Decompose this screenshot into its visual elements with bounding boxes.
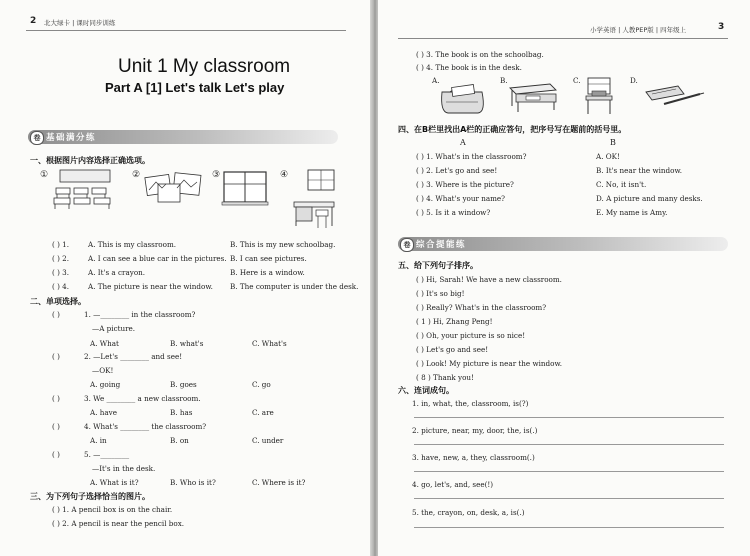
s1-q3-option-a: A. It's a crayon. <box>88 268 146 277</box>
s1-q4-number: ( ) 4. <box>52 282 70 291</box>
col-a-header: A <box>460 138 466 147</box>
s6-item-5: 5. the, crayon, on, desk, a, is(.) <box>412 508 525 517</box>
book-icon: 卷 <box>30 131 44 145</box>
s2-q1-reply: —A picture. <box>92 324 136 333</box>
pic-label-4: ④ <box>280 170 289 180</box>
s6-item-4: 4. go, let's, and, see(!) <box>412 480 494 489</box>
section-banner-basic <box>28 130 338 144</box>
s1-q4-option-a: A. The picture is near the window. <box>88 282 213 291</box>
s1-q3-option-b: B. Here is a window. <box>230 268 305 277</box>
window-illustration <box>222 170 270 206</box>
col-b-header: B <box>610 138 616 147</box>
s1-q1-option-a: A. This is my classroom. <box>88 240 177 249</box>
s2-q3-paren: ( ) <box>52 394 60 403</box>
s2-q4-stem: 4. What's ________ the classroom? <box>84 422 207 431</box>
book-on-schoolbag-illustration <box>436 80 488 116</box>
s3-item-2: ( ) 2. A pencil is near the pencil box. <box>52 519 185 528</box>
book-in-desk-illustration <box>506 78 558 114</box>
pic-label-3: ③ <box>212 170 221 180</box>
s2-q4-paren: ( ) <box>52 422 60 431</box>
s1-q2-number: ( ) 2. <box>52 254 70 263</box>
s5-item-3: ( ) Really? What's in the classroom? <box>416 303 547 312</box>
s2-q5-opt-c: C. Where is it? <box>252 478 306 487</box>
s2-q1-opt-c: C. What's <box>252 339 287 348</box>
s5-item-5: ( ) Oh, your picture is so nice! <box>416 331 526 340</box>
section3-title: 三、为下列句子选择恰当的图片。 <box>30 492 150 501</box>
s5-item-4: ( 1 ) Hi, Zhang Peng! <box>416 317 493 326</box>
s2-q5-opt-a: A. What is it? <box>90 478 139 487</box>
part-title: Part A [1] Let's talk Let's play <box>105 80 285 95</box>
unit-title: Unit 1 My classroom <box>118 56 291 77</box>
s2-q2-reply: —OK! <box>92 366 114 375</box>
s2-q5-stem: 5. —________ <box>84 450 130 459</box>
pencil-box-on-chair-illustration <box>582 76 618 116</box>
s6-item-3: 3. have, new, a, they, classroom(.) <box>412 453 535 462</box>
s2-q2-opt-c: C. go <box>252 380 271 389</box>
right-page-number: 3 <box>718 22 725 32</box>
s4-a-item-5: ( ) 5. Is it a window? <box>416 208 491 217</box>
right-running-header: 小学英语 | 人教PEP版 | 四年级上 <box>590 26 687 34</box>
left-page <box>0 0 372 556</box>
s4-b-item-c: C. No, it isn't. <box>596 180 647 189</box>
pictures-illustration <box>144 170 204 206</box>
s4-b-item-b: B. It's near the window. <box>596 166 683 175</box>
right-page <box>378 0 750 556</box>
s5-item-6: ( ) Let's go and see! <box>416 345 489 354</box>
s5-item-2: ( ) It's so big! <box>416 289 465 298</box>
s2-q5-opt-b: B. Who is it? <box>170 478 216 487</box>
s2-q2-stem: 2. —Let's ________ and see! <box>84 352 183 361</box>
s4-b-item-d: D. A picture and many desks. <box>596 194 703 203</box>
section-banner-comprehensive <box>398 237 728 251</box>
s2-q2-opt-b: B. goes <box>170 380 197 389</box>
s4-a-item-3: ( ) 3. Where is the picture? <box>416 180 514 189</box>
s5-item-8: ( 8 ) Thank you! <box>416 373 474 382</box>
section6-title: 六、连词成句。 <box>398 386 454 395</box>
s1-q3-number: ( ) 3. <box>52 268 70 277</box>
s2-q5-reply: —It's in the desk. <box>92 464 156 473</box>
s6-item-2: 2. picture, near, my, door, the, is(.) <box>412 426 538 435</box>
s2-q2-paren: ( ) <box>52 352 60 361</box>
pic-label-c: C. <box>573 76 581 85</box>
s3-item-3: ( ) 3. The book is on the schoolbag. <box>416 50 544 59</box>
s2-q5-paren: ( ) <box>52 450 60 459</box>
s2-q3-opt-b: B. has <box>170 408 193 417</box>
s2-q3-opt-a: A. have <box>90 408 117 417</box>
s4-a-item-2: ( ) 2. Let's go and see! <box>416 166 498 175</box>
s4-a-item-4: ( ) 4. What's your name? <box>416 194 506 203</box>
pic-label-2: ② <box>132 170 141 180</box>
section4-title: 四、在B栏里找出A栏的正确应答句，把序号写在题前的括号里。 <box>398 125 627 134</box>
s2-q1-opt-a: A. What <box>90 339 119 348</box>
s4-a-item-1: ( ) 1. What's in the classroom? <box>416 152 527 161</box>
s2-q4-opt-b: B. on <box>170 436 189 445</box>
pencil-near-pencil-box-illustration <box>642 82 706 108</box>
s1-q2-option-b: B. I can see pictures. <box>230 254 307 263</box>
header-rule <box>398 38 728 39</box>
section1-title: 一、根据图片内容选择正确选项。 <box>30 156 150 165</box>
s1-q2-option-a: A. I can see a blue car in the pictures. <box>88 254 227 263</box>
section2-title: 二、单项选择。 <box>30 297 86 306</box>
answer-line-4[interactable] <box>414 498 724 499</box>
book-icon: 卷 <box>400 238 414 252</box>
s4-b-item-e: E. My name is Amy. <box>596 208 668 217</box>
s4-b-item-a: A. OK! <box>596 152 620 161</box>
s2-q3-stem: 3. We ________ a new classroom. <box>84 394 201 403</box>
s2-q3-opt-c: C. are <box>252 408 274 417</box>
s3-item-1: ( ) 1. A pencil box is on the chair. <box>52 505 173 514</box>
pic-label-1: ① <box>40 170 49 180</box>
answer-line-1[interactable] <box>414 417 724 418</box>
pic-label-a: A. <box>432 76 440 85</box>
s2-q1-opt-b: B. what's <box>170 339 204 348</box>
banner-label: 综合提能练 <box>416 240 467 250</box>
classroom-desks-illustration <box>52 168 122 210</box>
s2-q1-stem: 1. —________ in the classroom? <box>84 310 196 319</box>
s2-q2-opt-a: A. going <box>90 380 121 389</box>
s1-q1-option-b: B. This is my new schoolbag. <box>230 240 336 249</box>
left-page-number: 2 <box>30 16 37 26</box>
s6-item-1: 1. in, what, the, classroom, is(?) <box>412 399 529 408</box>
s2-q4-opt-c: C. under <box>252 436 284 445</box>
pic-label-d: D. <box>630 76 638 85</box>
s5-item-7: ( ) Look! My picture is near the window. <box>416 359 563 368</box>
left-running-header: 北大绿卡 | 课时同步训练 <box>44 19 116 27</box>
s1-q4-option-b: B. The computer is under the desk. <box>230 282 359 291</box>
computer-desk-illustration <box>290 168 342 232</box>
answer-line-5[interactable] <box>414 527 724 528</box>
s1-q1-number: ( ) 1. <box>52 240 70 249</box>
s2-q1-paren: ( ) <box>52 310 60 319</box>
answer-line-3[interactable] <box>414 471 724 472</box>
s2-q4-opt-a: A. in <box>90 436 107 445</box>
banner-label: 基础满分练 <box>46 133 97 143</box>
s3-item-4: ( ) 4. The book is in the desk. <box>416 63 522 72</box>
answer-line-2[interactable] <box>414 444 724 445</box>
s5-item-1: ( ) Hi, Sarah! We have a new classroom. <box>416 275 562 284</box>
pic-label-b: B. <box>500 76 508 85</box>
section5-title: 五、给下列句子排序。 <box>398 261 478 270</box>
header-rule <box>26 30 346 31</box>
